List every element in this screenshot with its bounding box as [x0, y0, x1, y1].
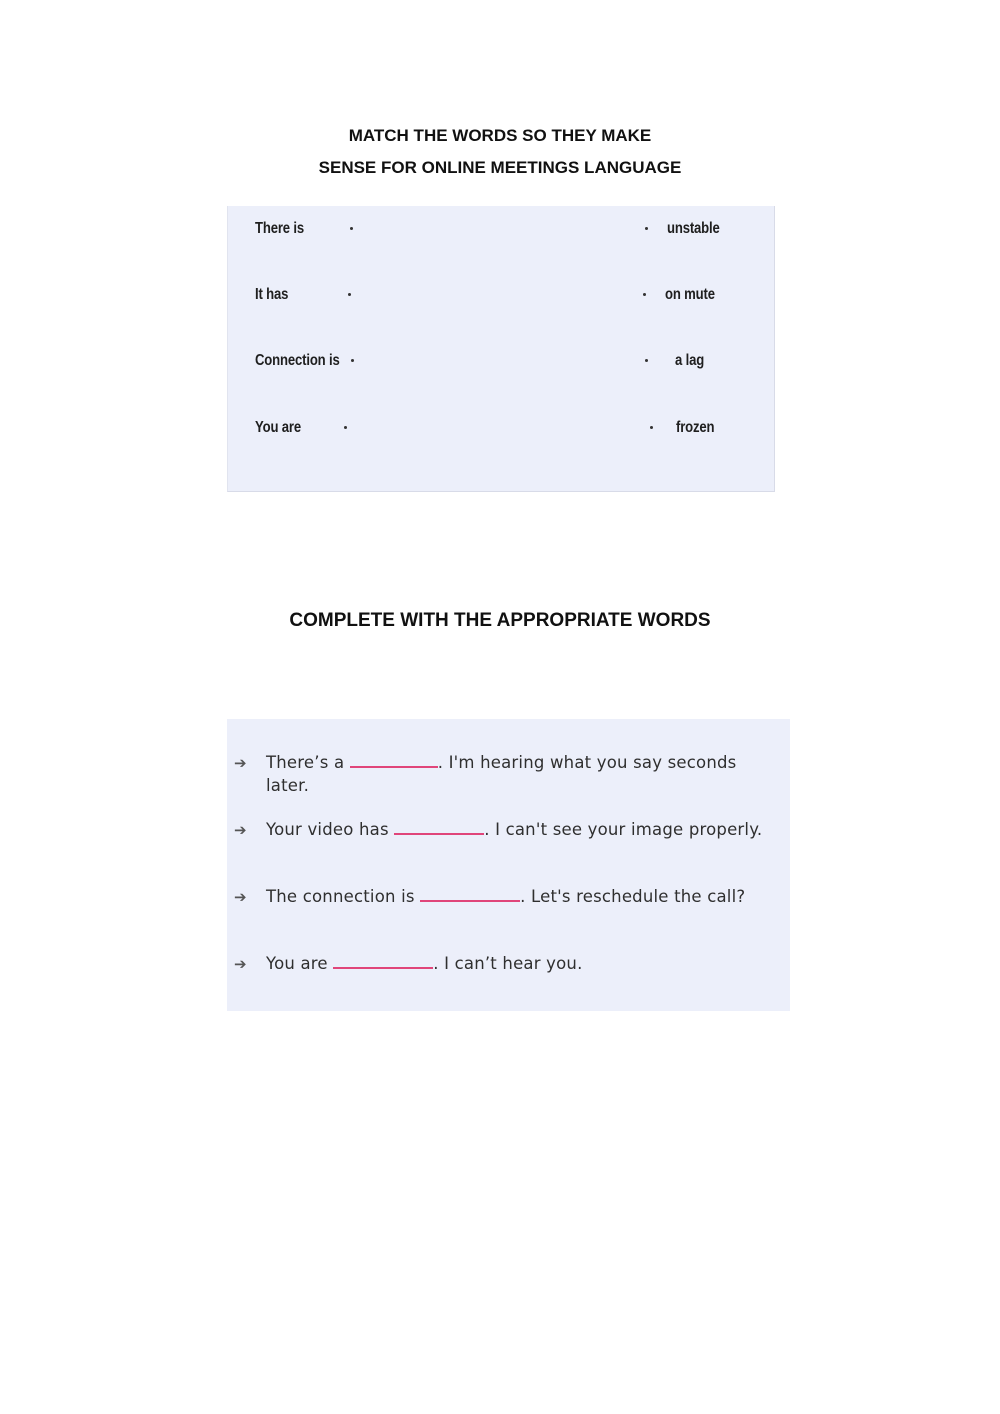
sentence-before: The connection is: [266, 887, 421, 906]
match-right-dot[interactable]: [643, 293, 646, 296]
match-row: [228, 346, 774, 376]
match-right-dot[interactable]: [650, 426, 653, 429]
match-right-item: unstable: [667, 220, 720, 237]
match-left-item: Connection is: [255, 352, 340, 369]
match-right-dot[interactable]: [645, 227, 648, 230]
match-row: [228, 280, 774, 310]
sentence-after: . I'm hearing what you say seconds later.: [266, 753, 737, 795]
match-left-item: It has: [255, 286, 289, 303]
answer-blank[interactable]: [333, 953, 433, 969]
match-left-dot[interactable]: [348, 293, 351, 296]
match-section-title: [0, 120, 1000, 184]
answer-blank[interactable]: [350, 752, 438, 768]
match-exercise-box: [227, 206, 775, 492]
match-left-dot[interactable]: [350, 227, 353, 230]
sentence-before: You are: [266, 954, 334, 973]
match-left-item: There is: [255, 220, 305, 237]
answer-blank[interactable]: [394, 819, 484, 835]
match-left-item: You are: [255, 419, 302, 436]
match-title-line-1: MATCH THE WORDS SO THEY MAKE: [348, 126, 652, 145]
match-row: [228, 214, 774, 244]
arrow-right-icon: ➔: [234, 754, 247, 772]
sentence-after: . I can’t hear you.: [433, 954, 583, 973]
sentence-after: . Let's reschedule the call?: [520, 887, 746, 906]
arrow-right-icon: ➔: [234, 888, 247, 906]
arrow-right-icon: ➔: [234, 955, 247, 973]
answer-blank[interactable]: [420, 886, 520, 902]
complete-section-title: COMPLETE WITH THE APPROPRIATE WORDS: [289, 610, 711, 631]
match-right-item: frozen: [676, 419, 715, 436]
match-right-item: a lag: [675, 352, 705, 369]
match-title-line-2: SENSE FOR ONLINE MEETINGS LANGUAGE: [318, 158, 682, 177]
arrow-right-icon: ➔: [234, 821, 247, 839]
match-right-item: on mute: [665, 286, 715, 303]
sentence-before: There’s a: [266, 753, 350, 772]
fill-in-exercise-box: [227, 719, 790, 1011]
sentence-before: Your video has: [266, 820, 395, 839]
sentence-after: . I can't see your image properly.: [484, 820, 763, 839]
match-row: [228, 413, 774, 443]
match-right-dot[interactable]: [645, 359, 648, 362]
match-left-dot[interactable]: [344, 426, 347, 429]
match-left-dot[interactable]: [351, 359, 354, 362]
